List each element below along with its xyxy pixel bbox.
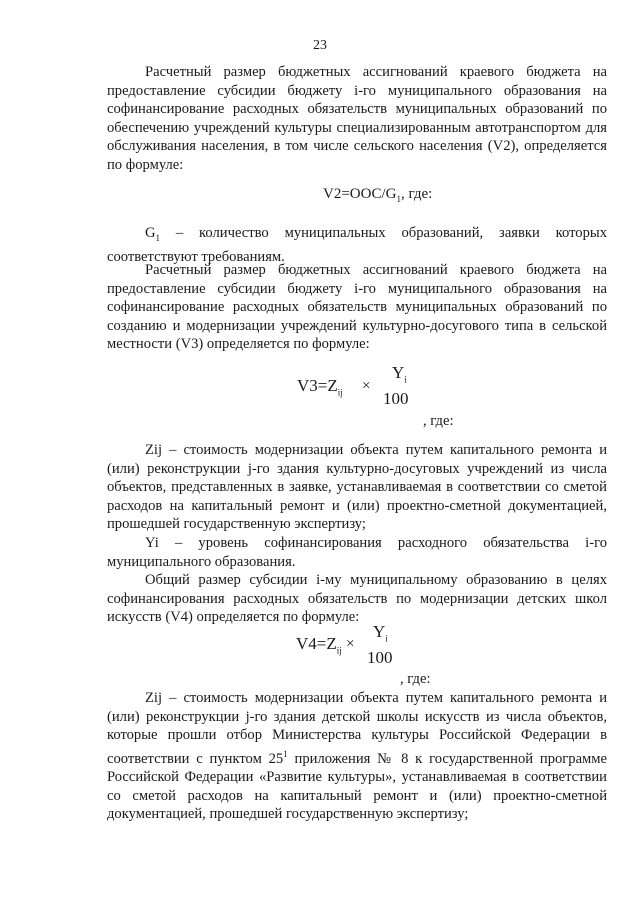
g1-symbol: G — [145, 225, 156, 241]
formula-v2 — [323, 186, 432, 204]
formula-v2-sub: 1 — [396, 194, 401, 204]
paragraph-v4-intro: Общий размер субсидии i-му муниципальному образованию в целях софинансирования расходных обязательств по модернизации детских школ искусств (V4) определяется по формуле: — [107, 572, 607, 626]
formula-v3-num-text: Y — [392, 363, 405, 382]
formula-v4-lhs-text: V4=Z — [296, 634, 337, 653]
formula-v2-lhs: V2=OOC/G — [323, 186, 397, 202]
formula-v3-denominator: 100 — [383, 389, 409, 408]
zij2-text-a: Zij – стоимость модернизации объекта путем капитального ремонта и (или) реконструкции j-го здания детской школы искусств из числа объектов, которые прошли отбор Министерства культуры Российской Федерации в соответствии с пунктом 25 — [107, 690, 607, 767]
formula-v3-num-sub: i — [404, 374, 407, 385]
formula-v4-denominator: 100 — [367, 648, 393, 667]
formula-v4-num-sub: i — [385, 633, 388, 644]
page-number: 23 — [313, 38, 327, 53]
paragraph-g1-definition — [107, 224, 607, 266]
paragraph-v2-intro: Расчетный размер бюджетных ассигнований краевого бюджета на предоставление субсидии бюджету i-го муниципального образования на софинансирование расходных обязательств муниципальных образований по обеспечению учреждений культуры специализированным автотранспортом для обслуживания населения, в том числе сельского населения (V2), определяется по формуле: — [107, 64, 607, 173]
formula-v4-lhs-sub: ij — [336, 645, 342, 656]
paragraph-zij-definition-2 — [107, 689, 607, 824]
paragraph-v3-intro: Расчетный размер бюджетных ассигнований краевого бюджета на предоставление субсидии бюджету i-го муниципального образования на софинансирование расходных обязательств муниципальных образований по созданию и модернизации учреждений культурно-досугового типа в сельской местности (V3) определяется по формуле: — [107, 262, 607, 353]
g1-sub: 1 — [155, 232, 161, 243]
formula-v3-tail: , где: — [423, 413, 454, 429]
formula-v3-lhs-text: V3=Z — [297, 376, 338, 395]
formula-v3-lhs-sub: ij — [337, 387, 343, 398]
formula-v3-lhs — [297, 376, 343, 397]
paragraph-zij-definition-1: Zij – стоимость модернизации объекта путем капитального ремонта и (или) реконструкции j-го здания культурно-досуговых учреждений из числа объектов, представленных в заявке, устанавливаемая в соответствии со сметой расходов на капитальный ремонт и (или) проектно-сметной документацией, прошедшей государственную экспертизу; — [107, 442, 607, 533]
formula-v3-numerator — [392, 363, 407, 384]
zij2-text-b: приложения № 8 к государственной программе Российской Федерации «Развитие культуры», устанавливаемая в соответствии со сметой расходов на капитальный ремонт и (или) проектно-сметной документацией, прошедшей государственную экспертизу; — [107, 750, 607, 823]
zij2-superscript: 1 — [283, 748, 288, 759]
formula-v4-times: × — [346, 636, 355, 652]
formula-v4-lhs — [296, 634, 342, 655]
formula-v2-tail: , где: — [400, 186, 433, 202]
g1-text: – количество муниципальных образований, заявки которых соответствуют требованиям. — [107, 225, 607, 265]
formula-v4-tail: , где: — [400, 671, 431, 687]
formula-v3-times: × — [362, 378, 371, 394]
formula-v4-num-text: Y — [373, 622, 386, 641]
paragraph-yi-definition: Yi – уровень софинансирования расходного обязательства i-го муниципального образования. — [107, 535, 607, 570]
formula-v4-numerator — [373, 622, 388, 643]
